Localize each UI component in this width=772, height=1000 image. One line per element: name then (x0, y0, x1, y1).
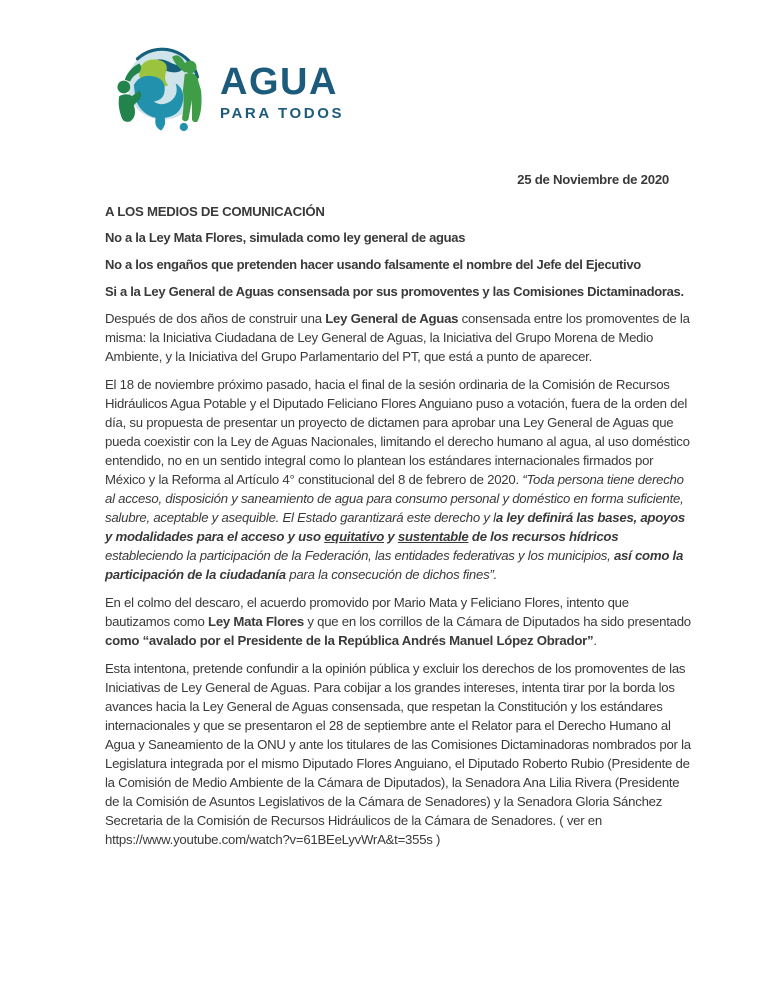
text-run: “Toda persona tiene derecho al acceso, disposición y saneamiento de agua para consumo personal y doméstico en forma suficiente, salubre, aceptable y asequible. El Estado garantizará este derecho y l (105, 472, 684, 525)
text-run: equitativo (324, 529, 384, 544)
text-run: a ley definirá las bases, apoyos y modalidades para el acceso y uso (105, 510, 686, 544)
text-run: de los recursos hídricos (468, 529, 619, 544)
text-run: y (384, 529, 398, 544)
text-run: consensada entre los promoventes de la misma: la Iniciativa Ciudadana de Ley General de Aguas, la Iniciativa del Grupo Morena de Medio Ambiente, y la Iniciativa del Grupo Parlamentario del PT, que está a punto de aparecer. (105, 311, 690, 364)
paragraph (105, 593, 695, 650)
text-run: así como la participación de la ciudadanía (105, 548, 684, 582)
text-run: para la consecución de dichos fines”. (285, 567, 497, 582)
agua-para-todos-logo (112, 30, 344, 144)
text-run: En el colmo del descaro, el acuerdo promovido por Mario Mata y Feliciano Flores, intento que bautizamos como (105, 595, 629, 629)
text-run: Ley General de Aguas (325, 311, 459, 326)
paragraph (105, 659, 695, 849)
globe-people-icon (112, 30, 212, 144)
text-run: Ley Mata Flores (208, 614, 304, 629)
logo-wordmark (220, 60, 345, 122)
paragraph (105, 309, 695, 366)
paragraph (105, 375, 695, 584)
logo-title: AGUA (220, 60, 338, 103)
text-run: estableciendo la participación de la Federación, las entidades federativas y los municipios, (105, 548, 614, 563)
letter-body (105, 170, 695, 858)
text-run: El 18 de noviembre próximo pasado, hacia el final de la sesión ordinaria de la Comisión de Recursos Hidráulicos Agua Potable y el Diputado Feliciano Flores Anguiano puso a votación, fuera de la orden del día, su propuesta de presentar un proyecto de dictamen para aprobar una Ley General de Aguas que pueda coexistir con la Ley de Aguas Nacionales, limitando el derecho humano al agua, al uso doméstico entendido, no en un sentido integral como lo plantean los estándares internacionales firmados por México y la Reforma al Artículo 4° constitucional del 8 de febrero de 2020. (105, 377, 690, 487)
headline-si-ley-general: Si a la Ley General de Aguas consensada por sus promoventes y las Comisiones Dictaminadoras. (105, 284, 684, 299)
letter-date: 25 de Noviembre de 2020 (517, 172, 669, 187)
text-run: . (593, 633, 597, 648)
letter-paragraphs (105, 309, 695, 849)
text-run: como “avalado por el Presidente de la República Andrés Manuel López Obrador” (105, 633, 594, 648)
text-run: Después de dos años de construir una (105, 311, 326, 326)
logo-subtitle: PARA TODOS (220, 104, 345, 122)
headline-no-enganos: No a los engaños que pretenden hacer usando falsamente el nombre del Jefe del Ejecutivo (105, 257, 641, 272)
letter-recipient: A LOS MEDIOS DE COMUNICACIÓN (105, 204, 325, 219)
text-run: Esta intentona, pretende confundir a la opinión pública y excluir los derechos de los promoventes de las Iniciativas de Ley General de Aguas. Para cobijar a los grandes intereses, intenta tirar por la borda los avances hacia la Ley General de Aguas consensada, que respetan la Constitución y los estándares internacionales y que se presentaron el 28 de septiembre ante el Relator para el Derecho Humano al Agua y Saneamiento de la ONU y ante los titulares de las Comisiones Dictaminadoras nombrados por la Legislatura integrada por el mismo Diputado Flores Anguiano, el Diputado Roberto Rubio (Presidente de la Comisión de Medio Ambiente de la Cámara de Diputados), la Senadora Ana Lilia Rivera (Presidente de la Comisión de Asuntos Legislativos de la Cámara de Senadores) y la Senadora Gloria Sánchez Secretaria de la Comisión de Recursos Hidráulicos de la Cámara de Senadores. ( ver en https://www.youtube.com/watch?v=61BEeLyvWrA&t=355s ) (105, 661, 691, 847)
headline-no-ley-mata-flores: No a la Ley Mata Flores, simulada como ley general de aguas (105, 230, 466, 245)
text-run: y que en los corrillos de la Cámara de Diputados ha sido presentado (303, 614, 691, 629)
text-run: sustentable (397, 529, 469, 544)
